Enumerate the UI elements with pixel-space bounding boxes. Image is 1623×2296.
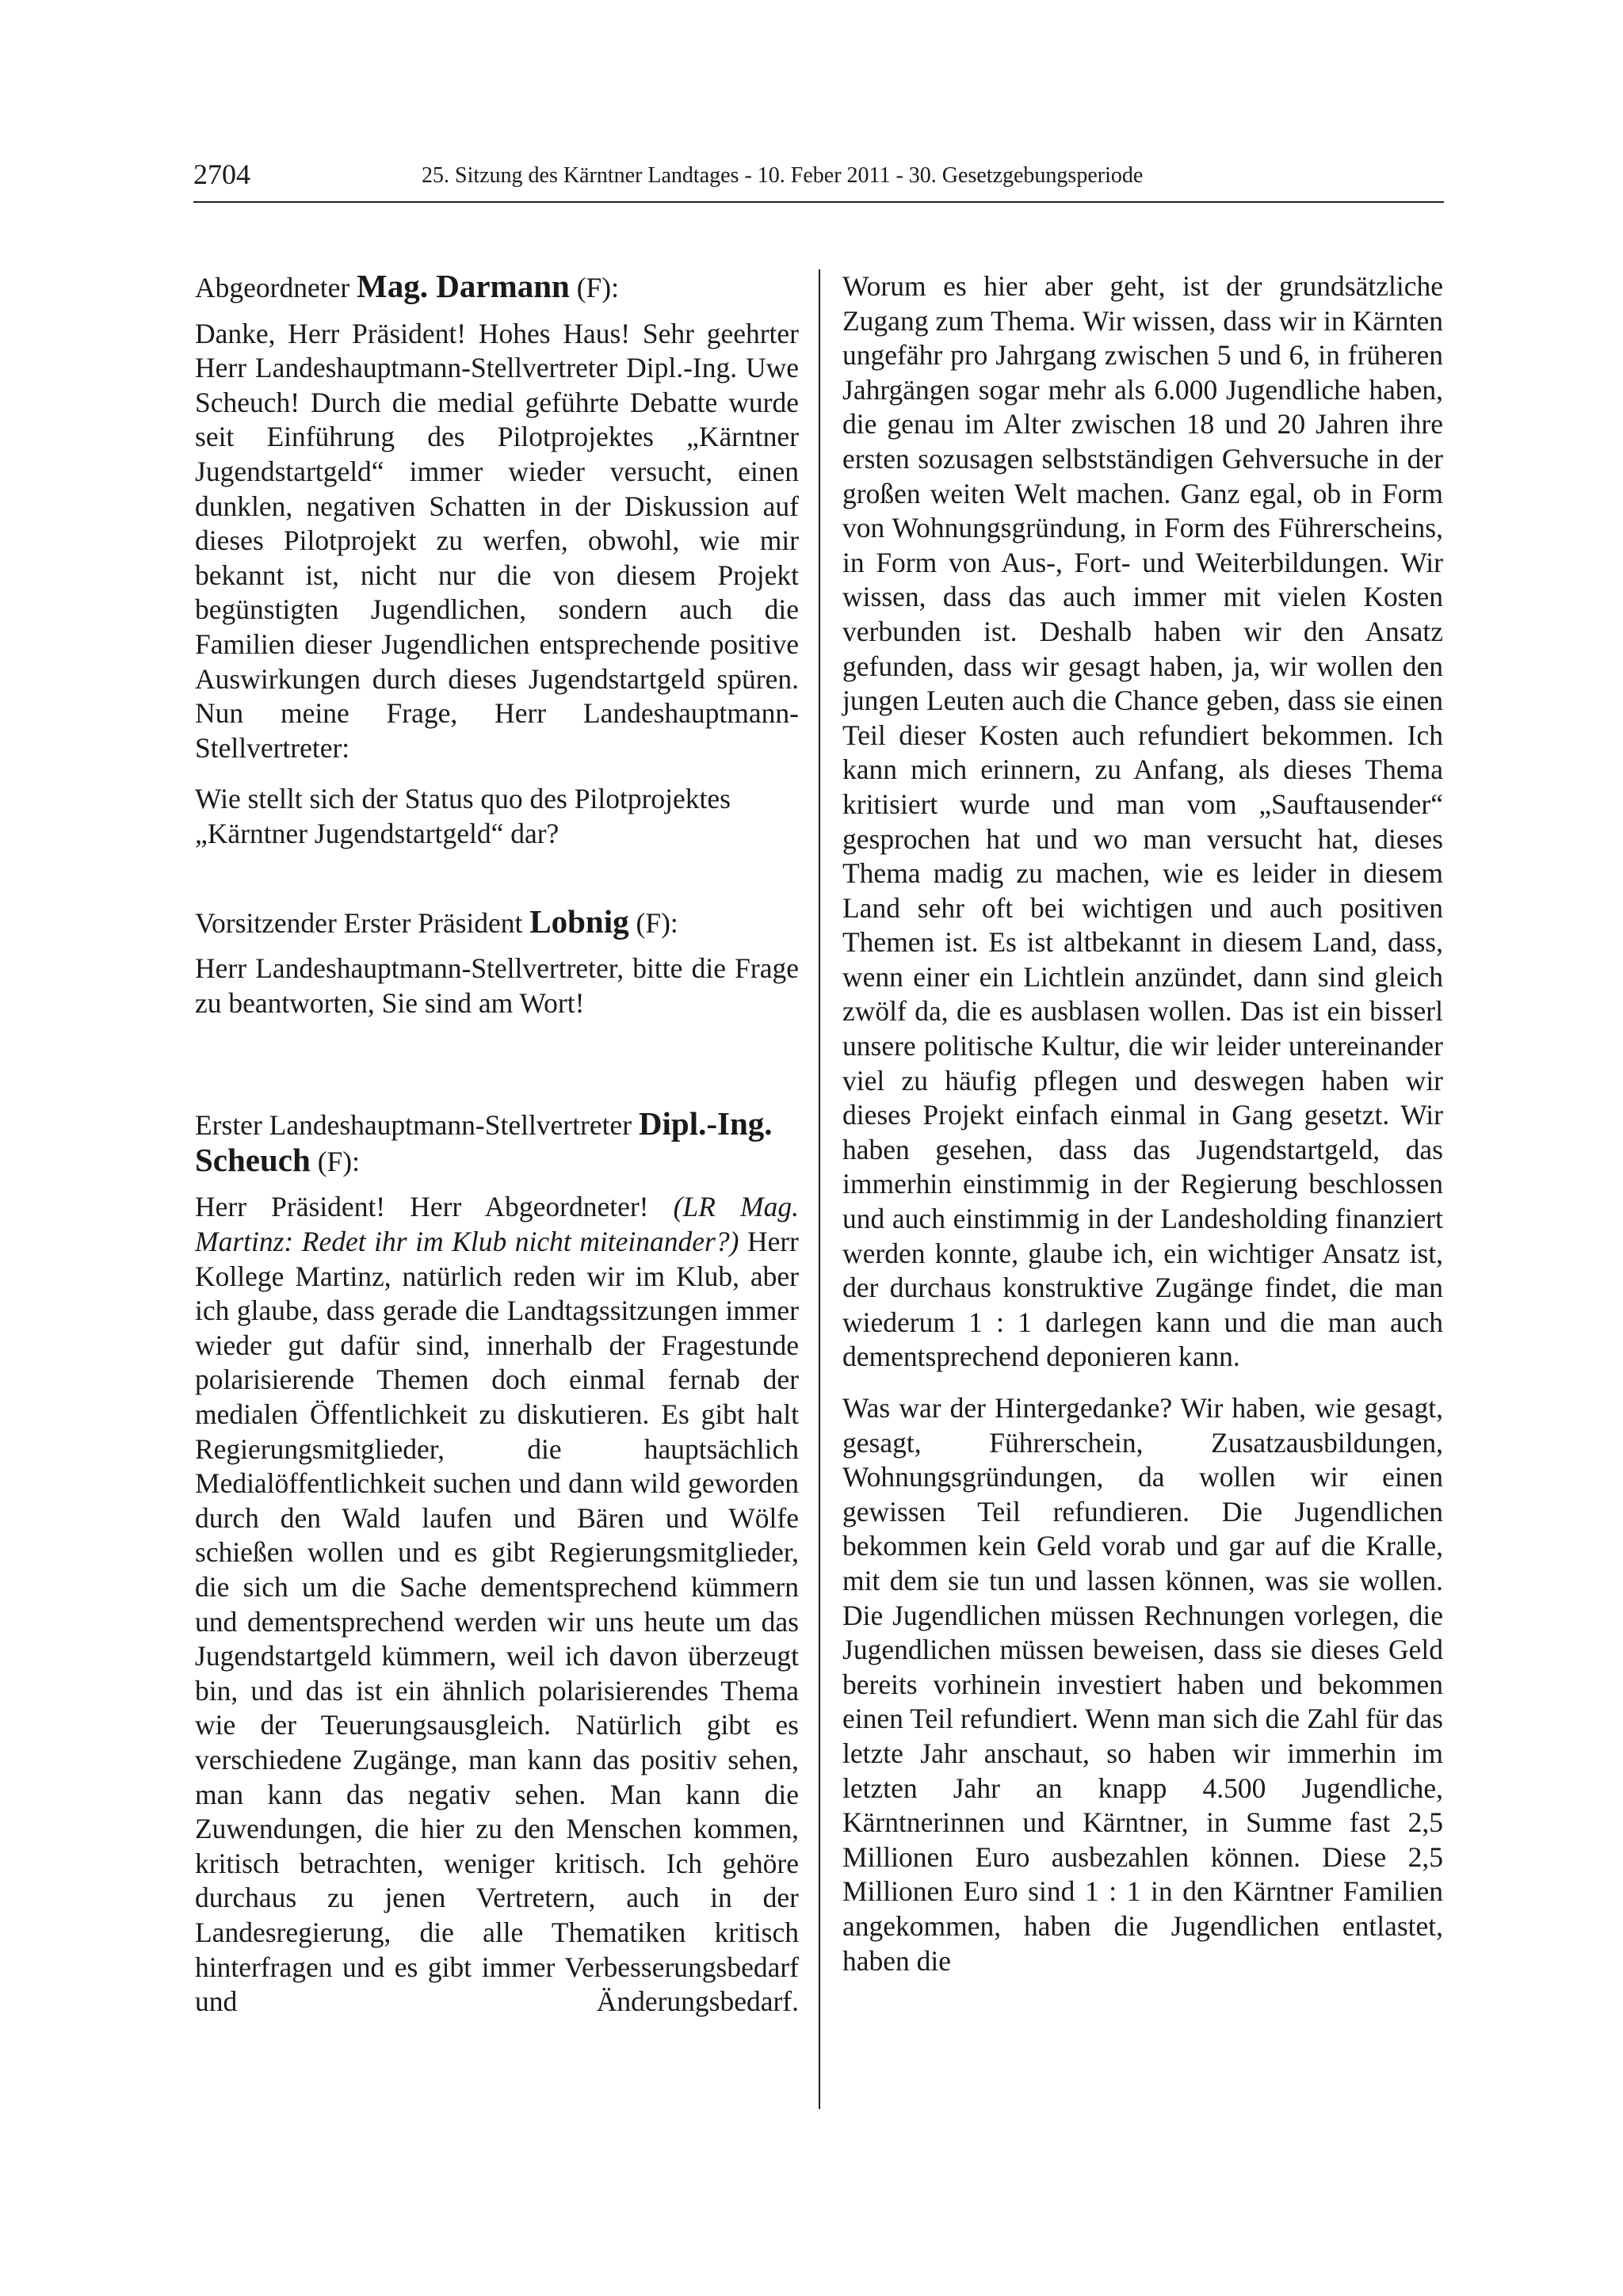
- paragraph: Worum es hier aber geht, ist der grundsätzliche Zugang zum Thema. Wir wissen, dass wir in Kärnten ungefähr pro Jahrgang zwischen 5 und 6, in früheren Jahrgängen sogar mehr als 6.000 Jugendliche haben, die genau im Alter zwischen 18 und 20 Jahren ihre ersten sozusagen selbstständigen Gehversuche in der großen weiten Welt machen. Ganz egal, ob in Form von Wohnungsgründung, in Form des Führerscheins, in Form von Aus-, Fort- und Weiterbildungen. Wir wissen, dass das auch immer mit vielen Kosten verbunden ist. Deshalb haben wir den Ansatz gefunden, dass wir gesagt haben, ja, wir wollen den jungen Leuten auch die Chance geben, dass sie einen Teil dieser Kosten auch refundiert bekommen. Ich kann mich erinnern, zu Anfang, als dieses Thema kritisiert wurde und man vom „Sauftausender“ gesprochen hat und wo man versucht hat, dieses Thema madig zu machen, wie es leider in diesem Land sehr oft bei wichtigen und auch positiven Themen ist. Es ist altbekannt in diesem Land, dass, wenn einer ein Lichtlein anzündet, dann sind gleich zwölf da, die es ausblasen wollen. Das ist ein bisserl unsere politische Kultur, die wir leider untereinander viel zu häufig pflegen und deswegen haben wir dieses Projekt einfach einmal in Gang gesetzt. Wir haben gesehen, dass das Jugendstartgeld, das immerhin einstimmig in der Regierung beschlossen und auch einstimmig in der Landesholding finanziert werden konnte, glaube ich, ein wichtiger Ansatz ist, der durchaus konstruktive Zugänge findet, die man wiederum 1 : 1 darlegen kann und die man auch dementsprechend deponieren kann.: [842, 270, 1443, 1373]
- speaker-heading-scheuch: Erster Landeshauptmann-Stellvertreter Dipl.-Ing. Scheuch (F):: [195, 1105, 773, 1178]
- speaker-name: Dipl.-Ing. Scheuch: [195, 1105, 773, 1178]
- paragraph: Was war der Hintergedanke? Wir haben, wie gesagt, gesagt, Führerschein, Zusatzausbildungen, Wohnungsgründungen, da wollen wir einen gewissen Teil refundieren. Die Jugendlichen bekommen kein Geld vorab und gar auf die Kralle, mit dem sie tun und lassen können, was sie wollen. Die Jugendlichen müssen Rechnungen vorlegen, die Jugendlichen müssen beweisen, dass sie dieses Geld bereits vorhinein investiert haben und bekommen einen Teil refundiert. Wenn man sich die Zahl für das letzte Jahr anschaut, so haben wir immerhin im letzten Jahr an knapp 4.500 Jugendliche, Kärntnerinnen und Kärntner, in Summe fast 2,5 Millionen Euro ausbezahlen können. Diese 2,5 Millionen Euro sind 1 : 1 in den Kärntner Familien angekommen, haben die Jugendlichen entlastet, haben die: [842, 1392, 1443, 1977]
- speaker-heading-darmann: Abgeordneter Mag. Darmann (F):: [195, 268, 619, 304]
- paragraph: Wie stellt sich der Status quo des Pilotprojektes „Kärntner Jugendstartgeld“ dar?: [195, 783, 731, 849]
- spacer: [195, 868, 799, 905]
- running-title: 25. Sitzung des Kärntner Landtages - 10. Feber 2011 - 30. Gesetzgebungsperiode: [422, 163, 1144, 188]
- interjection: (LR Mag. Martinz: Redet ihr im Klub nicht miteinander?): [195, 1191, 800, 1258]
- column-divider: [819, 269, 820, 2109]
- speaker-name: Lobnig: [529, 902, 629, 940]
- paragraph: Danke, Herr Präsident! Hohes Haus! Sehr geehrter Herr Landeshauptmann-Stellvertreter Dipl.-Ing. Uwe Scheuch! Durch die medial geführte Debatte wurde seit Einführung des Pilotprojektes „Kärntner Jugendstartgeld“ immer wieder versucht, einen dunklen, negativen Schatten in der Diskussion auf dieses Pilotprojekt zu werfen, obwohl, wie mir bekannt ist, nicht nur die von diesem Projekt begünstigten Jugendlichen, sondern auch die Familien dieser Jugendlichen entsprechende positive Auswirkungen durch dieses Jugendstartgeld spüren. Nun meine Frage, Herr Landeshauptmann-Stellvertreter:: [195, 317, 799, 764]
- speaker-name: Mag. Darmann: [357, 268, 570, 304]
- left-column: [195, 269, 799, 2036]
- paragraph: Herr Landeshauptmann-Stellvertreter, bitte die Frage zu beantworten, Sie sind am Wort!: [195, 952, 799, 1019]
- speaker-heading-lobnig: Vorsitzender Erster Präsident Lobnig (F):: [195, 902, 678, 940]
- page-number: 2704: [193, 158, 250, 190]
- spacer: [195, 1037, 799, 1107]
- right-column: [842, 269, 1443, 1995]
- paragraph: Herr Präsident! Herr Abgeordneter! (LR Mag. Martinz: Redet ihr im Klub nicht miteinander?) Herr Kollege Martinz, natürlich reden wir im Klub, aber ich glaube, dass gerade die Landtagssitzungen immer wieder gut dafür sind, innerhalb der Fragestunde polarisierende Themen doch einmal fernab der medialen Öffentlichkeit zu diskutieren. Es gibt halt Regierungsmitglieder, die hauptsächlich Medialöffentlichkeit suchen und dann wild geworden durch den Wald laufen und Bären und Wölfe schießen wollen und es gibt Regierungsmitglieder, die sich um die Sache dementsprechend kümmern und dementsprechend werden wir uns heute um das Jugendstartgeld kümmern, weil ich davon überzeugt bin, und das ist ein ähnlich polarisierendes Thema wie der Teuerungsausgleich. Natürlich gibt es verschiedene Zugänge, man kann das positiv sehen, man kann das negativ sehen. Man kann die Zuwendungen, die hier zu den Menschen kommen, kritisch betrachten, weniger kritisch. Ich gehöre durchaus zu jenen Vertretern, auch in der Landesregierung, die alle Thematiken kritisch hinterfragen und es gibt immer Verbesserungsbedarf und Änderungsbedarf.: [195, 1191, 800, 2018]
